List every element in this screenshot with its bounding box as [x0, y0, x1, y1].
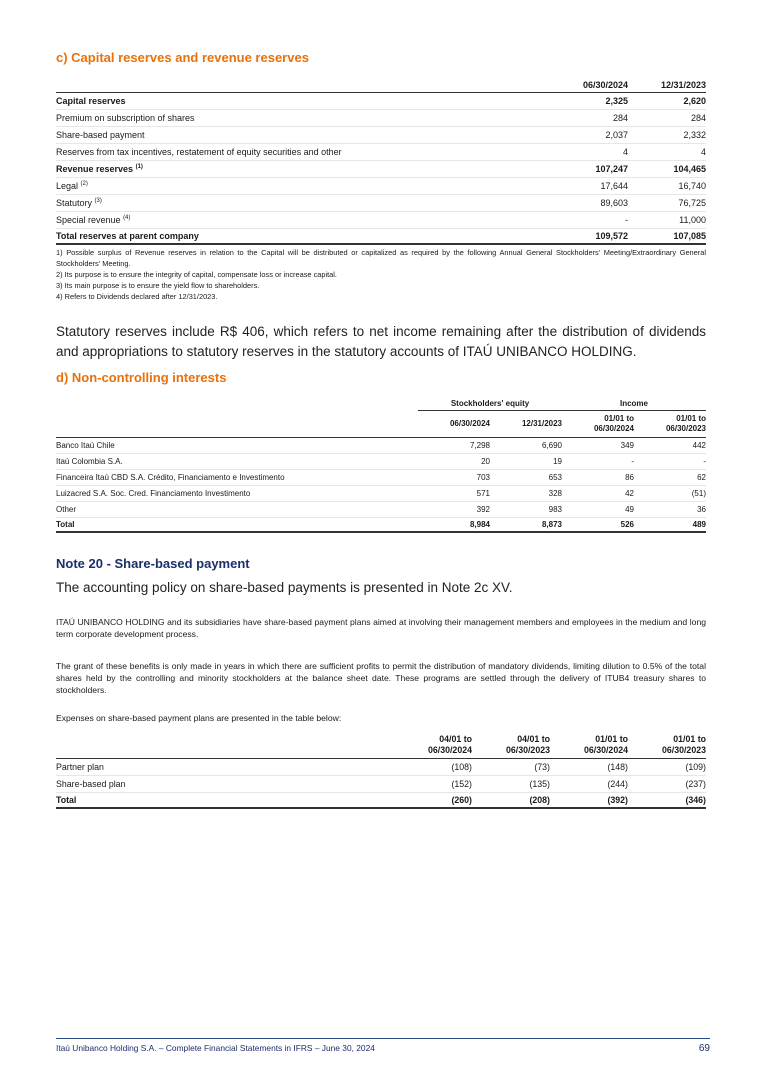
cell-value: 49 [562, 502, 634, 518]
row-label: Itaú Colombia S.A. [56, 454, 418, 470]
page-number: 69 [698, 1043, 710, 1054]
group-header-equity: Stockholders' equity [418, 396, 562, 411]
cell-value: 16,740 [628, 178, 706, 195]
cell-value: 349 [562, 438, 634, 454]
cell-value: 392 [418, 502, 490, 518]
cell-value: 6,690 [490, 438, 562, 454]
row-label: Reserves from tax incentives, restatement of equity securities and other [56, 144, 550, 161]
cell-value: 653 [490, 470, 562, 486]
cell-value: 20 [418, 454, 490, 470]
col-header: 01/01 to 06/30/2024 [562, 411, 634, 438]
cell-value: - [634, 454, 706, 470]
cell-value: 86 [562, 470, 634, 486]
table-row [56, 776, 706, 793]
cell-value: (51) [634, 486, 706, 502]
row-label: Other [56, 502, 418, 518]
table-row [56, 502, 706, 518]
row-label: Special revenue $^{(4)}$ [56, 212, 550, 229]
cell-value: - [550, 212, 628, 229]
row-label: Capital reserves [56, 93, 550, 110]
table-row [56, 759, 706, 776]
cell-value: 19 [490, 454, 562, 470]
table-row [56, 127, 706, 144]
cell-value: (152) [394, 776, 472, 793]
table-row [56, 178, 706, 195]
cell-value: 17,644 [550, 178, 628, 195]
total-row [56, 229, 706, 245]
cell-value: 703 [418, 470, 490, 486]
cell-value: (244) [550, 776, 628, 793]
cell-value: (148) [550, 759, 628, 776]
cell-value: - [562, 454, 634, 470]
footnote: 4) Refers to Dividends declared after 12/31/2023. [56, 292, 218, 301]
total-row [56, 518, 706, 533]
table-row [56, 470, 706, 486]
cell-value: 89,603 [550, 195, 628, 212]
cell-value: 109,572 [550, 229, 628, 245]
table-row [56, 438, 706, 454]
table-row [56, 161, 706, 178]
cell-value: 442 [634, 438, 706, 454]
cell-value: 983 [490, 502, 562, 518]
table-row [56, 110, 706, 127]
cell-value: 571 [418, 486, 490, 502]
col-header: 01/01 to 06/30/2023 [634, 411, 706, 438]
note20-paragraph-3: Expenses on share-based payment plans are presented in the table below: [56, 713, 342, 723]
capital-reserves-table [56, 76, 706, 245]
table-row [56, 195, 706, 212]
footnotes [56, 247, 706, 302]
cell-value: 8,873 [490, 518, 562, 533]
col-header: 01/01 to 06/30/2024 [550, 732, 628, 759]
cell-value: 284 [550, 110, 628, 127]
footer-text: Itaú Unibanco Holding S.A. – Complete Financial Statements in IFRS – June 30, 2024 [56, 1043, 375, 1053]
col-header: 12/31/2023 [628, 76, 706, 93]
cell-value: 107,247 [550, 161, 628, 178]
cell-value: 42 [562, 486, 634, 502]
cell-value: 328 [490, 486, 562, 502]
cell-value: 76,725 [628, 195, 706, 212]
col-header: 06/30/2024 [550, 76, 628, 93]
row-label: Luizacred S.A. Soc. Cred. Financiamento Investimento [56, 486, 418, 502]
row-label: Total reserves at parent company [56, 229, 550, 245]
row-label: Banco Itaú Chile [56, 438, 418, 454]
group-header-income: Income [562, 396, 706, 411]
row-label: Share-based payment [56, 127, 550, 144]
cell-value: 4 [628, 144, 706, 161]
note20-paragraph-1: ITAÚ UNIBANCO HOLDING and its subsidiaries have share-based payment plans aimed at involving their management members and employees in the medium and long term corporate development process. [56, 617, 706, 639]
row-label: Total [56, 793, 394, 809]
cell-value: (208) [472, 793, 550, 809]
cell-value: 2,332 [628, 127, 706, 144]
cell-value: (237) [628, 776, 706, 793]
cell-value: (108) [394, 759, 472, 776]
table-row [56, 212, 706, 229]
cell-value: 11,000 [628, 212, 706, 229]
cell-value: (260) [394, 793, 472, 809]
col-header: 06/30/2024 [418, 411, 490, 438]
row-label: Premium on subscription of shares [56, 110, 550, 127]
col-header: 04/01 to 06/30/2023 [472, 732, 550, 759]
cell-value: 104,465 [628, 161, 706, 178]
row-label: Statutory $^{(3)}$ [56, 195, 550, 212]
cell-value: 526 [562, 518, 634, 533]
cell-value: 2,037 [550, 127, 628, 144]
cell-value: 4 [550, 144, 628, 161]
section-d-title: d) Non-controlling interests [56, 370, 227, 385]
cell-value: (346) [628, 793, 706, 809]
cell-value: 62 [634, 470, 706, 486]
cell-value: 7,298 [418, 438, 490, 454]
col-header: 01/01 to 06/30/2023 [628, 732, 706, 759]
cell-value: 2,620 [628, 93, 706, 110]
footnote: 3) Its main purpose is to ensure the yield flow to shareholders. [56, 281, 260, 290]
row-label: Share-based plan [56, 776, 394, 793]
row-label: Financeira Itaú CBD S.A. Crédito, Financiamento e Investimento [56, 470, 418, 486]
cell-value: (73) [472, 759, 550, 776]
row-label: Revenue reserves $^{(1)}$ [56, 161, 550, 178]
note20-title: Note 20 - Share-based payment [56, 556, 250, 571]
cell-value: 284 [628, 110, 706, 127]
cell-value: (109) [628, 759, 706, 776]
row-label: Total [56, 518, 418, 533]
cell-value: (392) [550, 793, 628, 809]
cell-value: 489 [634, 518, 706, 533]
table-row [56, 454, 706, 470]
page-footer [56, 1038, 710, 1053]
cell-value: 36 [634, 502, 706, 518]
reserves-paragraph: Statutory reserves include R$ 406, which refers to net income remaining after the distribution of dividends and appropriations to statutory reserves in the statutory accounts of ITAÚ UNIBANCO HOLDING. [56, 324, 706, 359]
cell-value: 107,085 [628, 229, 706, 245]
cell-value: (135) [472, 776, 550, 793]
footnote: 1) Possible surplus of Revenue reserves in relation to the Capital will be distributed or capitalized as required by the following Annual General Stockholders' Meeting/Extraordinary General Stockholders' Meeting. [56, 248, 706, 268]
cell-value: 8,984 [418, 518, 490, 533]
note20-intro: The accounting policy on share-based payments is presented in Note 2c XV. [56, 580, 513, 595]
cell-value: 2,325 [550, 93, 628, 110]
non-controlling-interests-table [56, 396, 706, 533]
col-header: 04/01 to 06/30/2024 [394, 732, 472, 759]
section-c-title: c) Capital reserves and revenue reserves [56, 50, 309, 65]
row-label: Partner plan [56, 759, 394, 776]
total-row [56, 793, 706, 809]
row-label: Legal $^{(2)}$ [56, 178, 550, 195]
note20-paragraph-2: The grant of these benefits is only made in years in which there are sufficient profits to permit the distribution of mandatory dividends, limiting dilution to 0.5% of the total shares held by the controlling and minority stockholders at the balance sheet date. These programs are settled through the delivery of ITUB4 treasury shares to stockholders. [56, 661, 706, 695]
table-row [56, 144, 706, 161]
share-based-expenses-table [56, 732, 706, 809]
footnote: 2) Its purpose is to ensure the integrity of capital, compensate loss or increase capital. [56, 270, 337, 279]
table-row [56, 93, 706, 110]
table-row [56, 486, 706, 502]
col-header: 12/31/2023 [490, 411, 562, 438]
